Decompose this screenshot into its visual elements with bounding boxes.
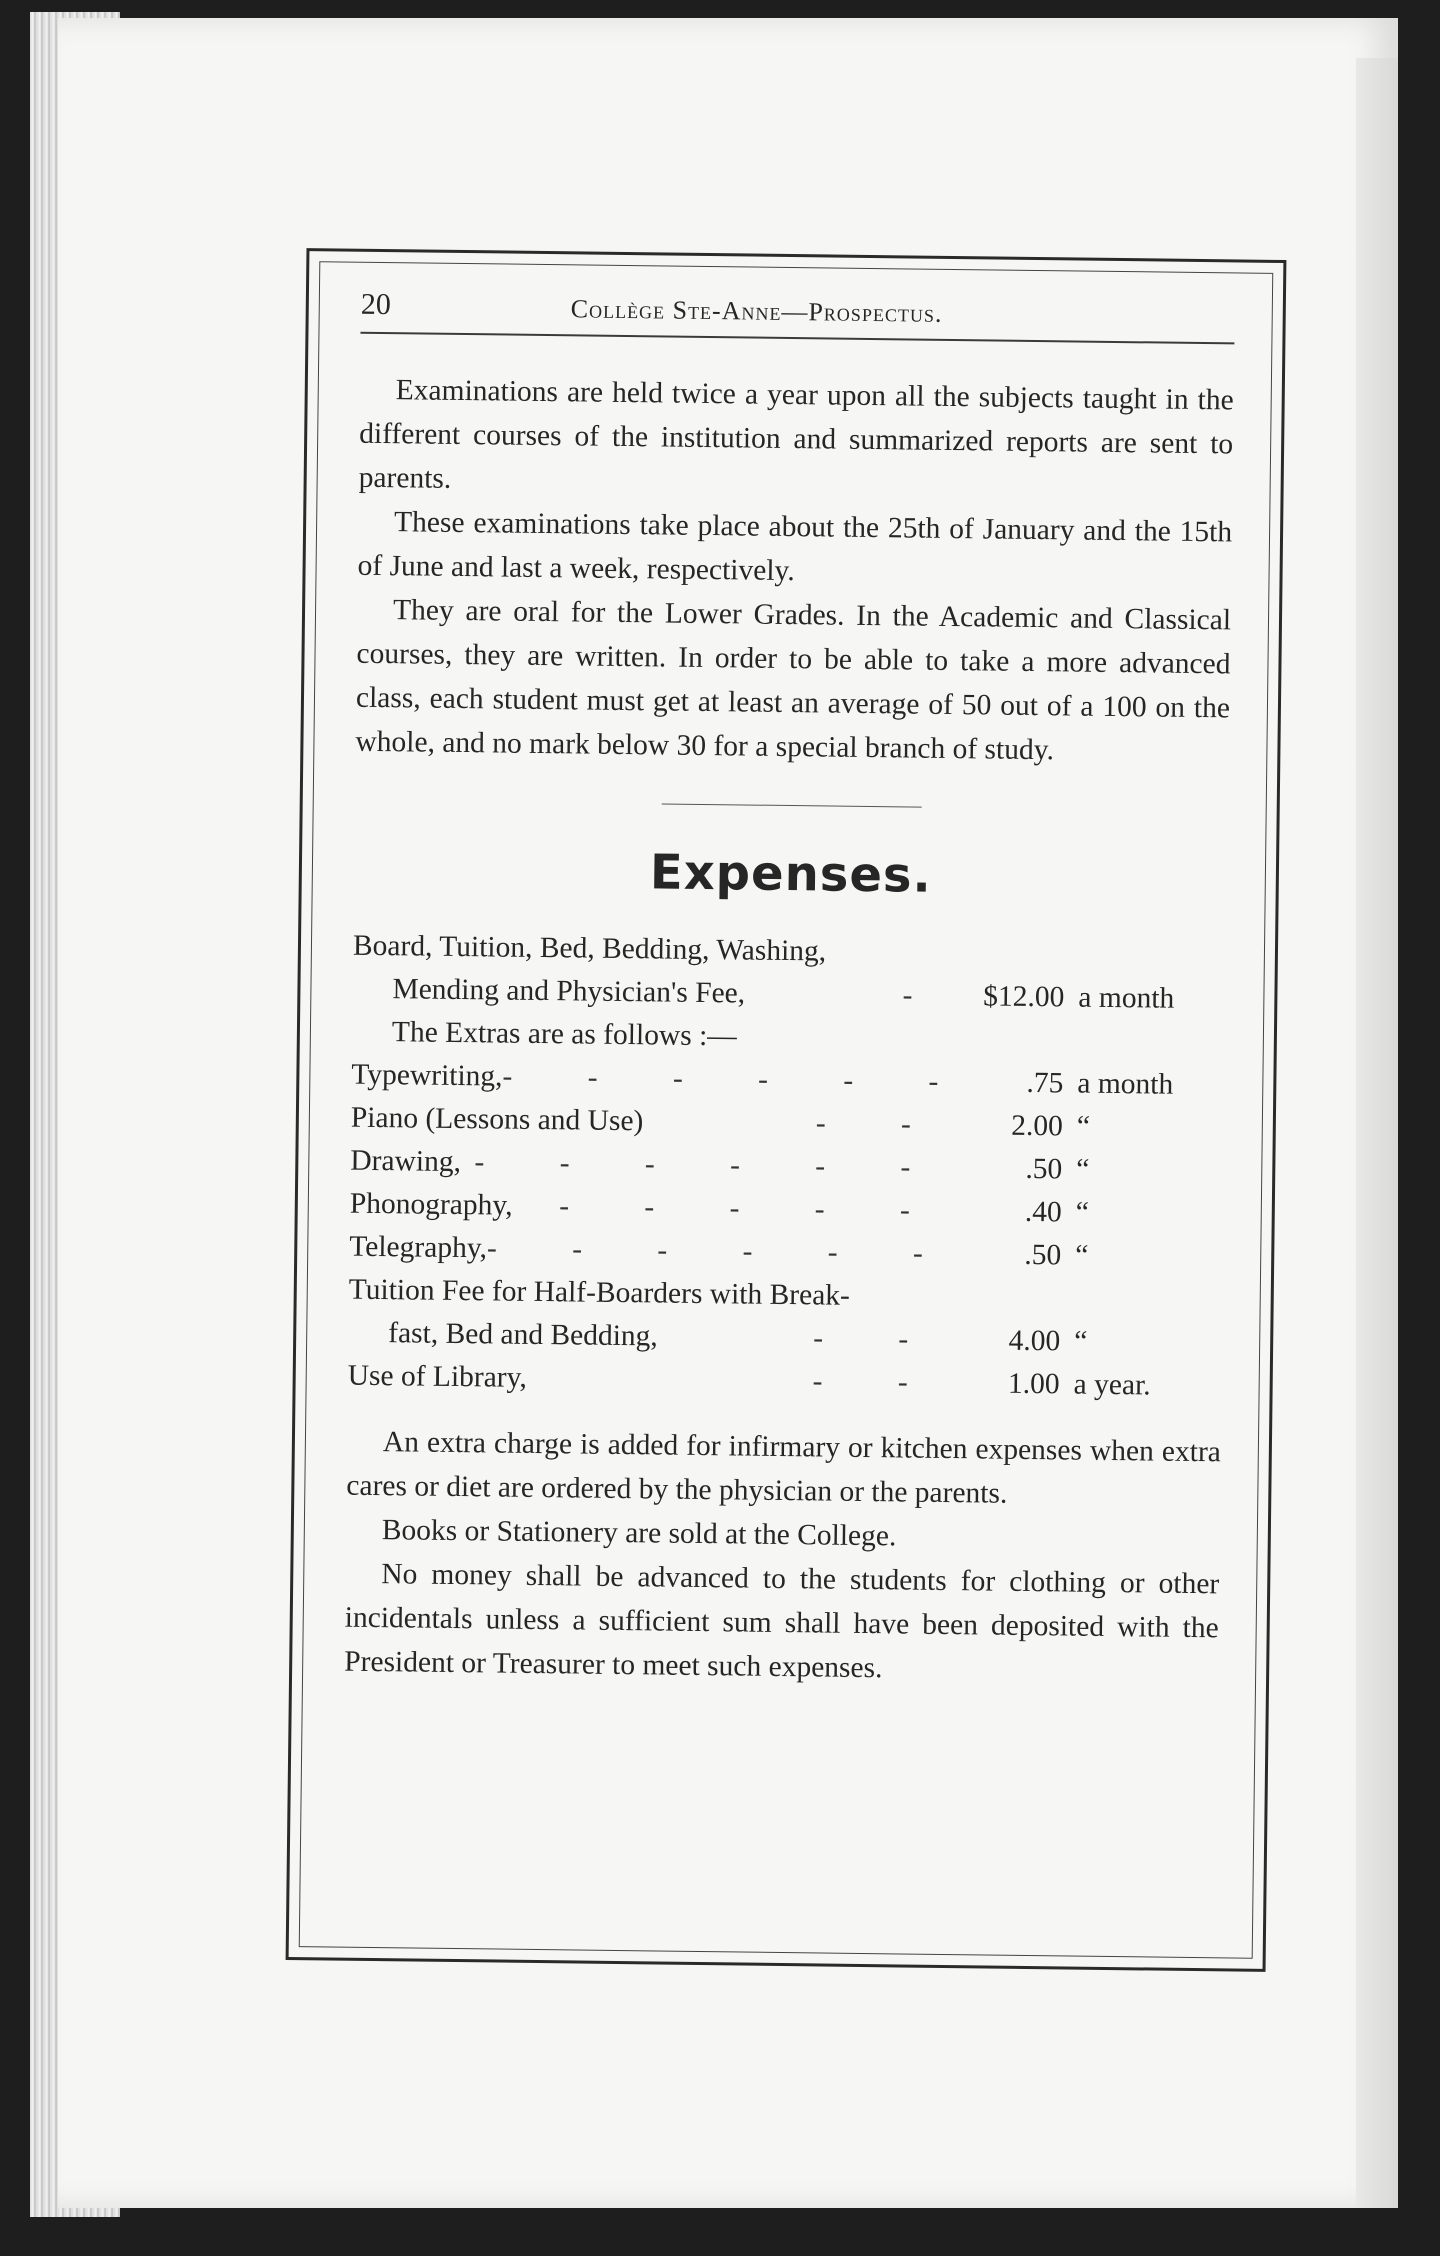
expenses-list — [347, 925, 1227, 1409]
expense-unit: “ — [1075, 1239, 1089, 1272]
expense-unit: a month — [1077, 1067, 1174, 1101]
leader-dashes: - — [902, 979, 947, 1012]
expense-item: Tuition Fee for Half-Boarders with Break- — [348, 1273, 851, 1312]
leader-dashes: - - - - - - — [502, 1060, 973, 1099]
expense-amount: 4.00 — [1008, 1324, 1061, 1358]
leader-dashes: - - — [812, 1322, 943, 1356]
leader-dashes: - - — [812, 1365, 942, 1399]
closing-text — [344, 1420, 1221, 1695]
expense-amount: .50 — [1025, 1152, 1063, 1186]
expense-amount: .40 — [1024, 1195, 1062, 1229]
running-head — [360, 288, 1234, 345]
paragraph: Examinations are held twice a year upon all the subjects taught in the different courses of the institution and summarized reports are sent to parents. — [358, 374, 1234, 495]
page-number: 20 — [360, 287, 392, 322]
paragraph: These examinations take place about the 25th of January and the 15th of June and last a week, respectively. — [357, 506, 1233, 588]
expense-unit: “ — [1076, 1110, 1091, 1143]
expense-unit: “ — [1075, 1196, 1090, 1229]
expense-unit: a year. — [1073, 1368, 1151, 1402]
expense-unit: a month — [1078, 981, 1175, 1015]
paragraph: No money shall be advanced to the students for clothing or other incidentals unless a sufficient sum shall have been deposited with the President or Treasurer to meet such expenses. — [344, 1558, 1220, 1685]
expense-item: Mending and Physician's Fee, — [392, 973, 746, 1010]
paragraph: An extra charge is added for infirmary or kitchen expenses when extra cares or diet are ordered by the physician or the parents. — [346, 1426, 1222, 1510]
expense-unit: “ — [1073, 1325, 1088, 1358]
paragraph: They are oral for the Lower Grades. In the Academic and Classical courses, they are written. In order to be able to take a more advanced class, each student must get at least an average of 50 out of a 100 on the whole, and no mark below 30 for a special branch of study. — [355, 594, 1232, 767]
expense-amount: $12.00 — [983, 980, 1065, 1014]
expense-item: Telegraphy, — [349, 1230, 488, 1265]
expense-unit: “ — [1076, 1153, 1090, 1186]
section-divider — [662, 803, 922, 807]
expense-amount: 2.00 — [1011, 1109, 1064, 1143]
extras-intro: The Extras are as follows :— — [391, 1016, 737, 1053]
paragraph: Books or Stationery are sold at the College. — [381, 1514, 897, 1553]
expense-amount: .50 — [1024, 1238, 1062, 1272]
expense-amount: 1.00 — [1007, 1367, 1060, 1401]
expense-item: Typewriting, — [351, 1058, 503, 1093]
running-title: Collège Ste-Anne—Prospectus. — [570, 294, 943, 328]
page-border — [286, 248, 1287, 1972]
expense-item: Use of Library, — [347, 1359, 528, 1394]
expense-item: Phonography, — [349, 1187, 513, 1222]
expense-item: Board, Tuition, Bed, Bedding, Washing, — [352, 929, 827, 968]
section-title: Expenses. — [649, 844, 933, 904]
expense-item: fast, Bed and Bedding, — [388, 1317, 658, 1353]
expense-item: Piano (Lessons and Use) — [350, 1101, 644, 1138]
expense-amount: .75 — [1026, 1066, 1064, 1100]
leader-dashes: - - - - - - — [474, 1146, 945, 1184]
next-page-edge — [1356, 58, 1398, 2208]
leader-dashes: - - — [815, 1107, 946, 1141]
leader-dashes: - - - - - — [558, 1190, 944, 1227]
page-content — [341, 288, 1235, 1939]
expense-item: Drawing, — [350, 1144, 462, 1179]
leader-dashes: - - - - - - — [486, 1232, 958, 1271]
intro-text — [355, 368, 1234, 775]
